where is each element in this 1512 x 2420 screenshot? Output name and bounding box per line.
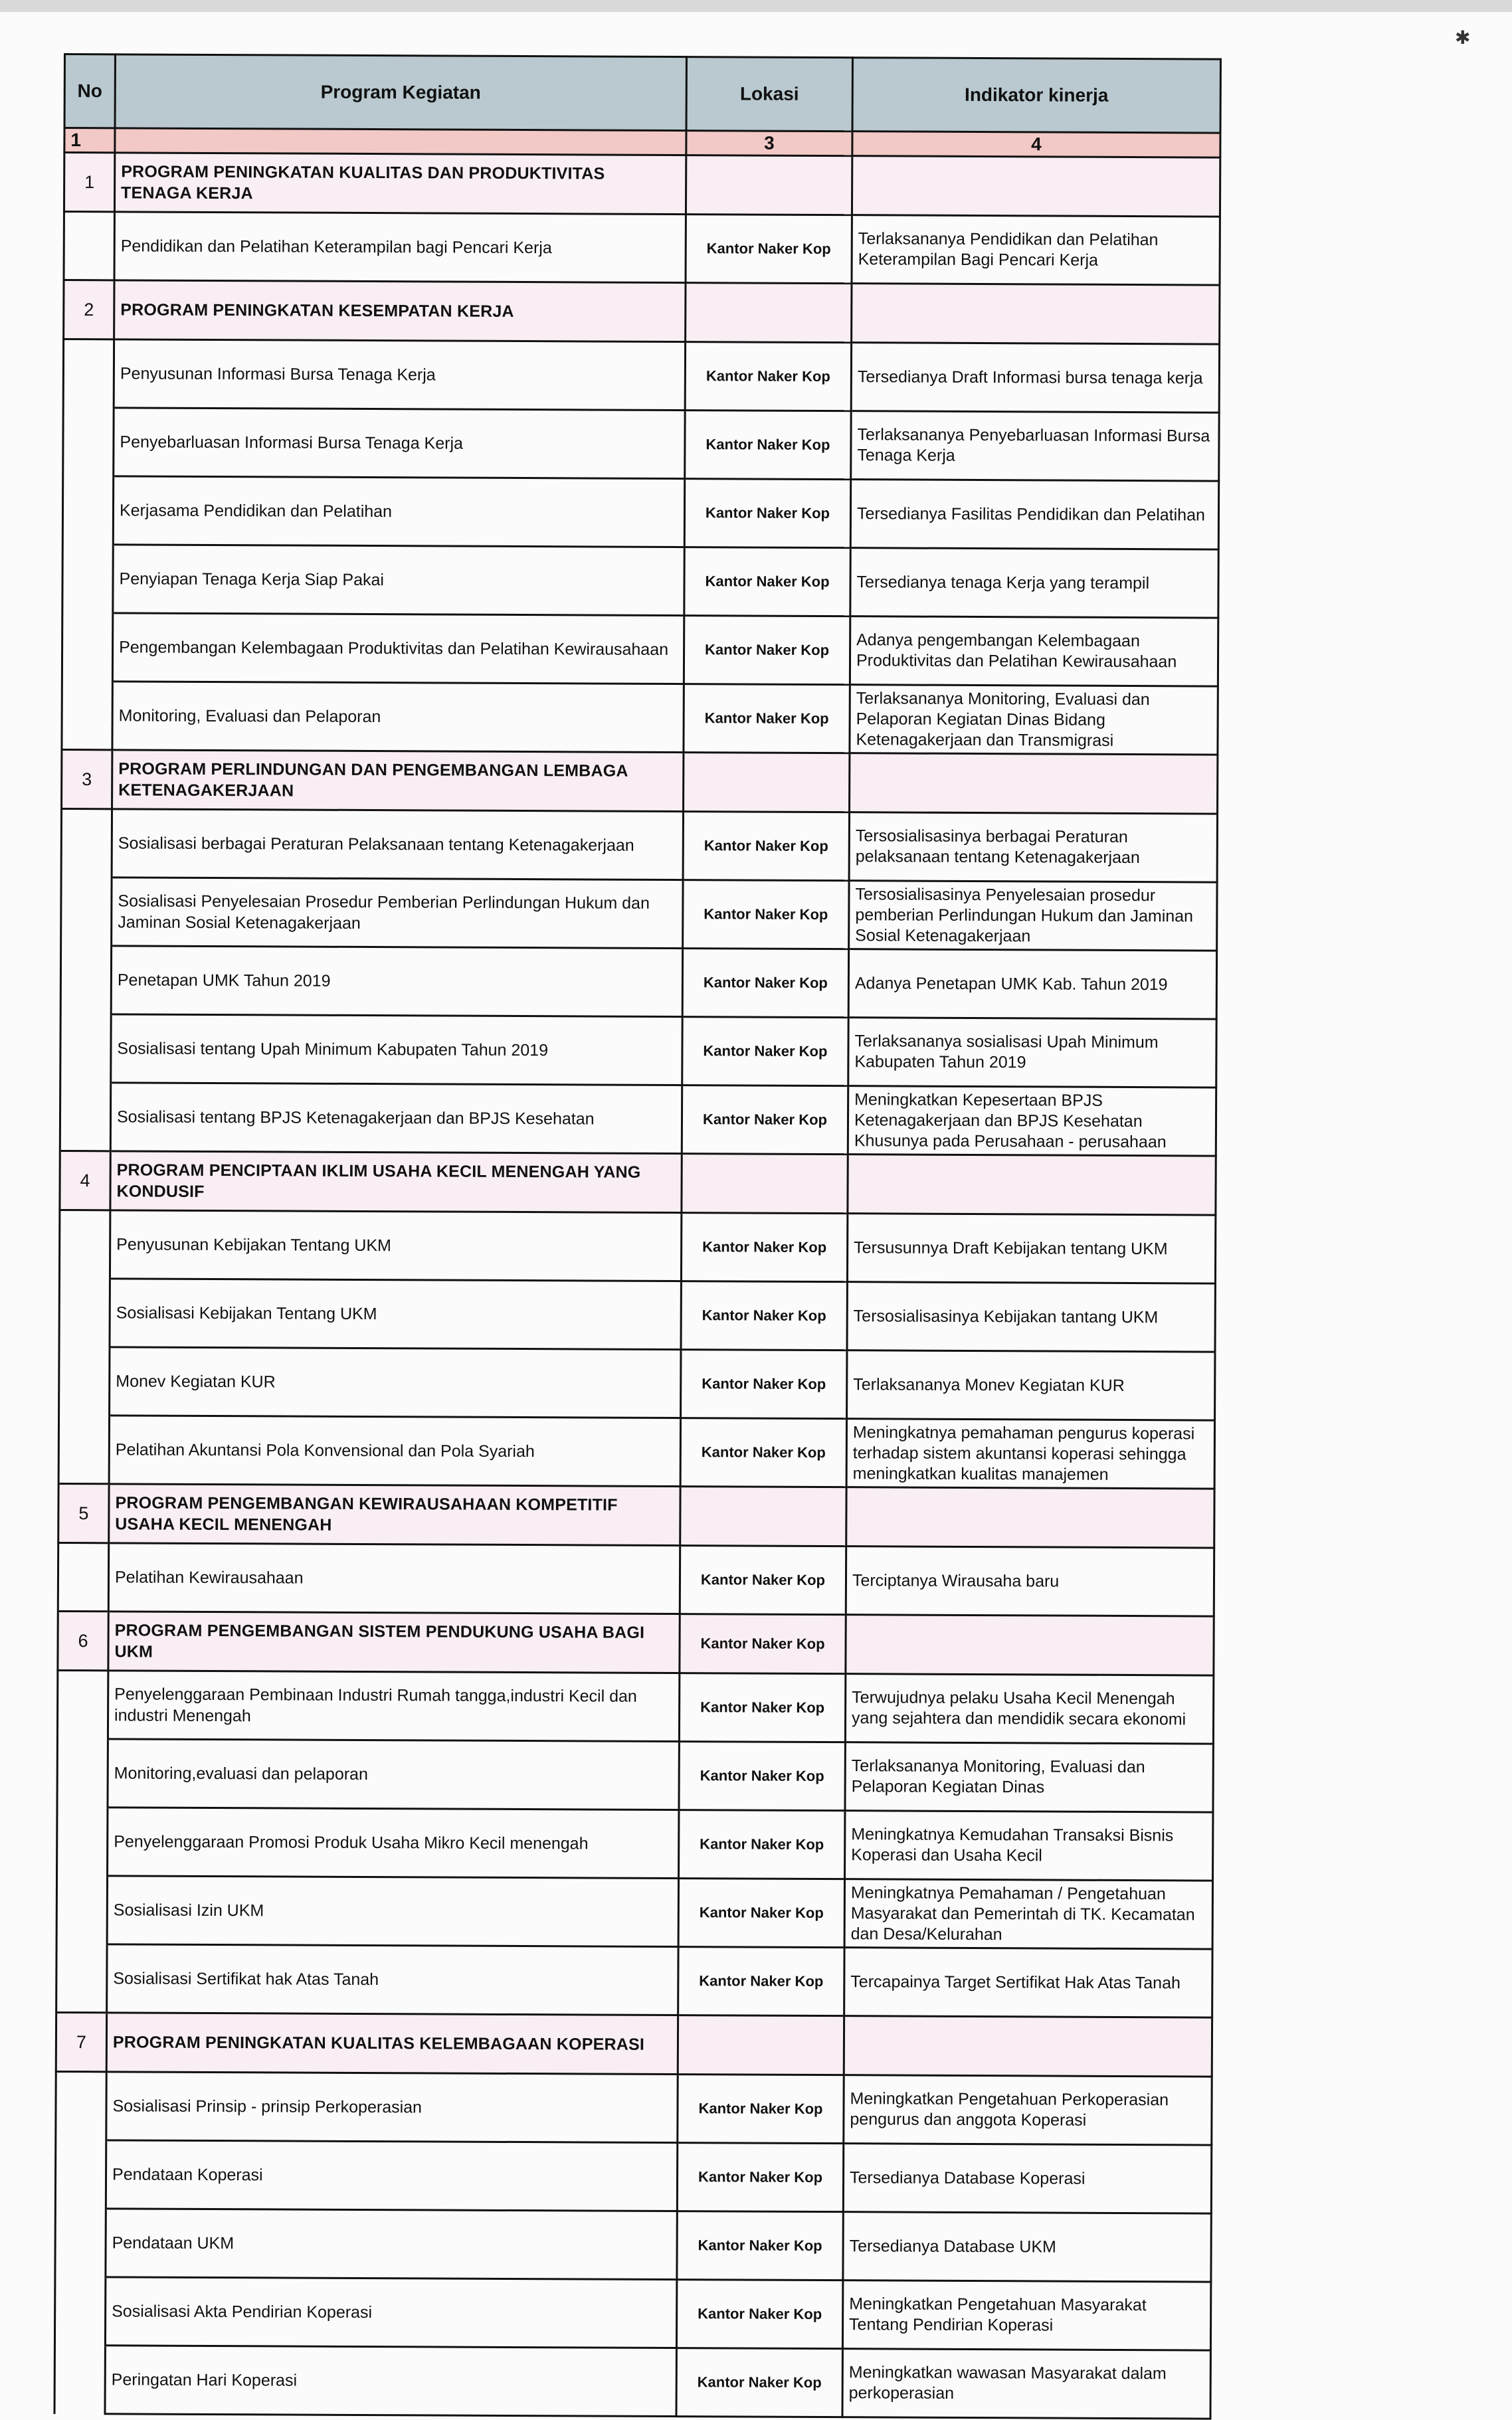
indikator-cell: Terlaksananya sosialisasi Upah Minimum Kabupaten Tahun 2019 [848,1018,1216,1087]
kegiatan-row [63,408,1219,482]
row-number-cell [59,1278,110,1347]
indikator-cell: Meningkatkan Kepesertaan BPJS Ketenagakerjaan dan BPJS Kesehatan Khusunya pada Perusahaan - perusahaan [848,1086,1216,1156]
kegiatan-row [57,1670,1213,1744]
indikator-cell: Tersedianya Draft Informasi bursa tenaga kerja [851,343,1219,413]
program-title: PROGRAM PENGEMBANGAN KEWIRAUSAHAAN KOMPETITIF USAHA KECIL MENENGAH [109,1484,680,1546]
program-number: 1 [64,153,114,212]
lokasi-cell: Kantor Naker Kop [676,2348,842,2417]
indikator-cell [848,1155,1216,1215]
indikator-cell: Terlaksananya Monitoring, Evaluasi dan Pelaporan Kegiatan Dinas [845,1742,1213,1812]
kegiatan-row [62,476,1218,550]
lokasi-cell: Kantor Naker Kop [676,2280,842,2349]
indikator-cell [850,753,1218,814]
lokasi-cell [684,753,850,812]
row-number-cell [59,1347,110,1415]
indikator-cell: Meningkatkan wawasan Masyarakat dalam perkoperasian [842,2349,1210,2419]
col-number-2 [115,128,686,155]
row-number-cell [57,1807,108,1875]
indikator-cell: Meningkatnya Kemudahan Transaksi Bisnis Koperasi dan Usaha Kecil [845,1811,1213,1881]
kegiatan-row [60,1082,1216,1156]
kegiatan-name: Pelatihan Kewirausahaan [108,1543,680,1614]
col-number-3: 3 [686,131,852,156]
lokasi-cell: Kantor Naker Kop [680,1546,846,1615]
row-number-cell [56,2071,106,2140]
lokasi-cell: Kantor Naker Kop [681,1350,847,1419]
kegiatan-name: Sosialisasi berbagai Peraturan Pelaksanaan tentang Ketenagakerjaan [112,809,683,880]
lokasi-cell: Kantor Naker Kop [683,812,849,881]
lokasi-cell: Kantor Naker Kop [678,1879,844,1948]
program-number: 6 [58,1611,108,1670]
program-row [64,280,1220,345]
lokasi-cell [680,1487,846,1546]
lokasi-cell: Kantor Naker Kop [681,1213,847,1282]
kegiatan-name: Penyelenggaraan Promosi Produk Usaha Mikro Kecil menengah [108,1808,679,1879]
kegiatan-name: Sosialisasi tentang BPJS Ketenagakerjaan dan BPJS Kesehatan [110,1083,682,1154]
kegiatan-row [59,1210,1215,1283]
kegiatan-name: Monitoring, Evaluasi dan Pelaporan [112,682,684,753]
indikator-cell [844,2016,1212,2077]
kegiatan-row [55,2140,1211,2213]
row-number-cell [57,1670,108,1738]
indikator-cell [846,1615,1214,1675]
indikator-cell: Tersedianya Database UKM [843,2212,1211,2282]
program-title: PROGRAM PENINGKATAN KUALITAS DAN PRODUKTIVITAS TENAGA KERJA [114,153,686,215]
indikator-cell: Tersedianya Database Koperasi [843,2144,1211,2213]
kegiatan-row [62,681,1218,755]
row-number-cell [58,1415,109,1483]
kegiatan-name: Pendataan UKM [106,2209,677,2280]
lokasi-cell: Kantor Naker Kop [683,880,849,949]
row-number-cell [55,2208,106,2277]
indikator-cell: Tercapainya Target Sertifikat Hak Atas Tanah [844,1948,1212,2017]
lokasi-cell: Kantor Naker Kop [681,1281,847,1350]
kegiatan-name: Penetapan UMK Tahun 2019 [111,946,682,1017]
kegiatan-row [54,2277,1210,2350]
lokasi-cell: Kantor Naker Kop [678,1947,844,2016]
row-number-cell [56,1875,107,1944]
program-number: 4 [60,1151,110,1210]
table-body [54,153,1220,2419]
kegiatan-name: Monitoring,evaluasi dan pelaporan [108,1739,679,1810]
program-number: 3 [62,749,112,808]
indikator-cell [852,284,1220,344]
kegiatan-row [59,1278,1215,1352]
kegiatan-row [63,339,1219,413]
indikator-cell: Tersedianya Fasilitas Pendidikan dan Pelatihan [850,480,1218,549]
row-number-cell [58,1542,108,1611]
kegiatan-name: Pengembangan Kelembagaan Produktivitas dan Pelatihan Kewirausahaan [112,613,684,684]
header-lokasi: Lokasi [686,57,852,132]
kegiatan-name: Penyusunan Informasi Bursa Tenaga Kerja [114,339,685,411]
program-title: PROGRAM PENINGKATAN KUALITAS KELEMBAGAAN KOPERASI [106,2013,678,2075]
kegiatan-name: Sosialisasi Sertifikat hak Atas Tanah [107,1944,678,2015]
kegiatan-row [57,1738,1213,1812]
indikator-cell: Meningkatnya pemahaman pengurus koperasi terhadap sistem akuntansi koperasi sehingga meningkatkan kualitas manajemen [846,1419,1214,1489]
indikator-cell [846,1487,1214,1548]
header-no: No [64,54,115,128]
row-number-cell [61,877,112,945]
scan-top-edge [0,0,1512,12]
indikator-cell: Tersosialisasinya berbagai Peraturan pelaksanaan tentang Ketenagakerjaan [849,812,1217,882]
kegiatan-row [57,1807,1213,1881]
indikator-cell: Meningkatkan Pengetahuan Masyarakat Tentang Pendirian Koperasi [842,2280,1210,2350]
row-number-cell [56,1944,107,2012]
kegiatan-row [60,945,1216,1019]
lokasi-cell: Kantor Naker Kop [680,1418,846,1487]
program-row [58,1611,1214,1675]
kegiatan-row [59,1347,1215,1420]
indikator-cell: Adanya Penetapan UMK Kab. Tahun 2019 [848,949,1216,1019]
kegiatan-row [56,1944,1212,2017]
lokasi-cell: Kantor Naker Kop [679,1742,845,1811]
lokasi-cell: Kantor Naker Kop [677,2211,843,2280]
row-number-cell [60,1082,110,1151]
col-number-1: 1 [64,128,115,153]
margin-mark-icon: ✱ [1455,27,1471,48]
row-number-cell [64,212,114,280]
lokasi-cell: Kantor Naker Kop [679,1810,845,1879]
lokasi-cell: Kantor Naker Kop [684,616,850,685]
program-row [62,749,1218,814]
lokasi-cell: Kantor Naker Kop [677,2143,843,2212]
kegiatan-row [64,212,1220,286]
indikator-cell: Tersosialisasinya Penyelesaian prosedur pemberian Perlindungan Hukum dan Jaminan Sosial Ketenagakerjaan [849,881,1217,951]
kegiatan-name: Penyiapan Tenaga Kerja Siap Pakai [113,545,684,616]
document-page [54,53,1220,2403]
kegiatan-name: Sosialisasi Prinsip - prinsip Perkoperasian [106,2072,678,2143]
program-title: PROGRAM PENINGKATAN KESEMPATAN KERJA [114,280,686,342]
kegiatan-name: Pelatihan Akuntansi Pola Konvensional dan Pola Syariah [109,1416,680,1487]
kegiatan-row [61,877,1217,951]
indikator-cell [852,156,1220,217]
lokasi-cell: Kantor Naker Kop [685,342,851,411]
indikator-cell: Terlaksananya Pendidikan dan Pelatihan Keterampilan Bagi Pencari Kerja [852,215,1220,285]
row-number-cell [55,2140,106,2208]
kegiatan-name: Sosialisasi Penyelesaian Prosedur Pemberian Perlindungan Hukum dan Jaminan Sosial Ketenagakerjaan [112,878,683,949]
program-row [64,153,1220,217]
lokasi-cell: Kantor Naker Kop [682,1017,848,1086]
program-number: 2 [64,280,114,339]
lokasi-cell: Kantor Naker Kop [680,1614,846,1674]
program-number: 5 [58,1483,109,1542]
row-number-cell [63,408,114,476]
indikator-cell: Meningkatnya Pemahaman / Pengetahuan Masyarakat dan Pemerintah di TK. Kecamatan dan Desa/Kelurahan [844,1879,1212,1949]
kegiatan-name: Penyelenggaraan Pembinaan Industri Rumah tangga,industri Kecil dan industri Menengah [108,1671,679,1742]
program-title: PROGRAM PENGEMBANGAN SISTEM PENDUKUNG USAHA BAGI UKM [108,1612,680,1673]
kegiatan-name: Peringatan Hari Koperasi [105,2346,676,2417]
lokasi-cell [682,1154,848,1214]
kegiatan-row [58,1415,1214,1489]
kegiatan-row [60,1014,1216,1087]
lokasi-cell: Kantor Naker Kop [684,684,850,753]
kegiatan-name: Sosialisasi Akta Pendirian Koperasi [105,2277,676,2348]
lokasi-cell [678,2015,844,2075]
kegiatan-row [61,808,1217,882]
row-number-cell [62,612,112,681]
lokasi-cell: Kantor Naker Kop [685,411,851,480]
indikator-cell: Terlaksananya Penyebarluasan Informasi Bursa Tenaga Kerja [851,411,1219,481]
lokasi-cell [686,283,852,343]
lokasi-cell: Kantor Naker Kop [684,547,850,616]
program-title: PROGRAM PERLINDUNGAN DAN PENGEMBANGAN LEMBAGA KETENAGAKERJAAN [112,750,684,812]
lokasi-cell [686,155,852,215]
lokasi-cell: Kantor Naker Kop [682,1085,848,1155]
indikator-cell: Terwujudnya pelaku Usaha Kecil Menengah yang sejahtera dan mendidik secara ekonomi [845,1674,1213,1744]
kegiatan-name: Kerjasama Pendidikan dan Pelatihan [113,476,684,547]
indikator-cell: Terciptanya Wirausaha baru [846,1546,1214,1616]
kegiatan-name: Monev Kegiatan KUR [110,1347,681,1418]
row-number-cell [57,1738,108,1807]
indikator-cell: Tersusunnya Draft Kebijakan tentang UKM [847,1214,1215,1283]
row-number-cell [63,339,114,408]
kegiatan-name: Sosialisasi tentang Upah Minimum Kabupaten Tahun 2019 [111,1014,682,1085]
row-number-cell [61,808,112,877]
header-indikator: Indikator kinerja [852,58,1220,133]
header-program: Program Kegiatan [115,54,686,131]
program-row [60,1151,1216,1215]
indikator-cell: Terlaksananya Monitoring, Evaluasi dan Pelaporan Kegiatan Dinas Bidang Ketenagakerjaan dan Transmigrasi [850,685,1218,755]
row-number-cell [62,544,113,612]
row-number-cell [60,1014,111,1082]
header-row [64,54,1220,134]
row-number-cell [62,476,113,545]
kegiatan-row [56,1875,1212,1949]
row-number-cell [54,2345,105,2413]
program-table [53,53,1221,2420]
row-number-cell [54,2277,105,2345]
kegiatan-row [58,1542,1214,1616]
col-number-4: 4 [852,132,1220,157]
kegiatan-row [54,2345,1210,2419]
program-row [58,1483,1214,1548]
lokasi-cell: Kantor Naker Kop [682,949,848,1018]
indikator-cell: Tersedianya tenaga Kerja yang terampil [850,548,1218,618]
lokasi-cell: Kantor Naker Kop [678,2075,844,2144]
indikator-cell: Meningkatkan Pengetahuan Perkoperasian pengurus dan anggota Koperasi [844,2075,1212,2145]
kegiatan-row [62,612,1218,686]
lokasi-cell: Kantor Naker Kop [684,479,850,548]
program-title: PROGRAM PENCIPTAAN IKLIM USAHA KECIL MENENGAH YANG KONDUSIF [110,1151,682,1213]
row-number-cell [59,1210,110,1278]
program-number: 7 [56,2012,106,2071]
kegiatan-name: Pendataan Koperasi [106,2140,677,2211]
row-number-cell [60,945,111,1014]
indikator-cell: Terlaksananya Monev Kegiatan KUR [847,1350,1215,1420]
lokasi-cell: Kantor Naker Kop [686,215,852,284]
kegiatan-row [56,2071,1212,2145]
kegiatan-name: Penyusunan Kebijakan Tentang UKM [110,1210,681,1281]
kegiatan-row [55,2208,1211,2282]
kegiatan-name: Penyebarluasan Informasi Bursa Tenaga Kerja [114,408,685,479]
indikator-cell: Tersosialisasinya Kebijakan tantang UKM [847,1282,1215,1352]
kegiatan-name: Pendidikan dan Pelatihan Keterampilan bagi Pencari Kerja [114,212,686,283]
kegiatan-name: Sosialisasi Kebijakan Tentang UKM [110,1279,681,1350]
indikator-cell: Adanya pengembangan Kelembagaan Produktivitas dan Pelatihan Kewirausahaan [850,616,1218,686]
lokasi-cell: Kantor Naker Kop [679,1673,845,1742]
program-row [56,2012,1212,2077]
kegiatan-row [62,544,1218,618]
kegiatan-name: Sosialisasi Izin UKM [107,1876,678,1947]
row-number-cell [62,681,112,749]
